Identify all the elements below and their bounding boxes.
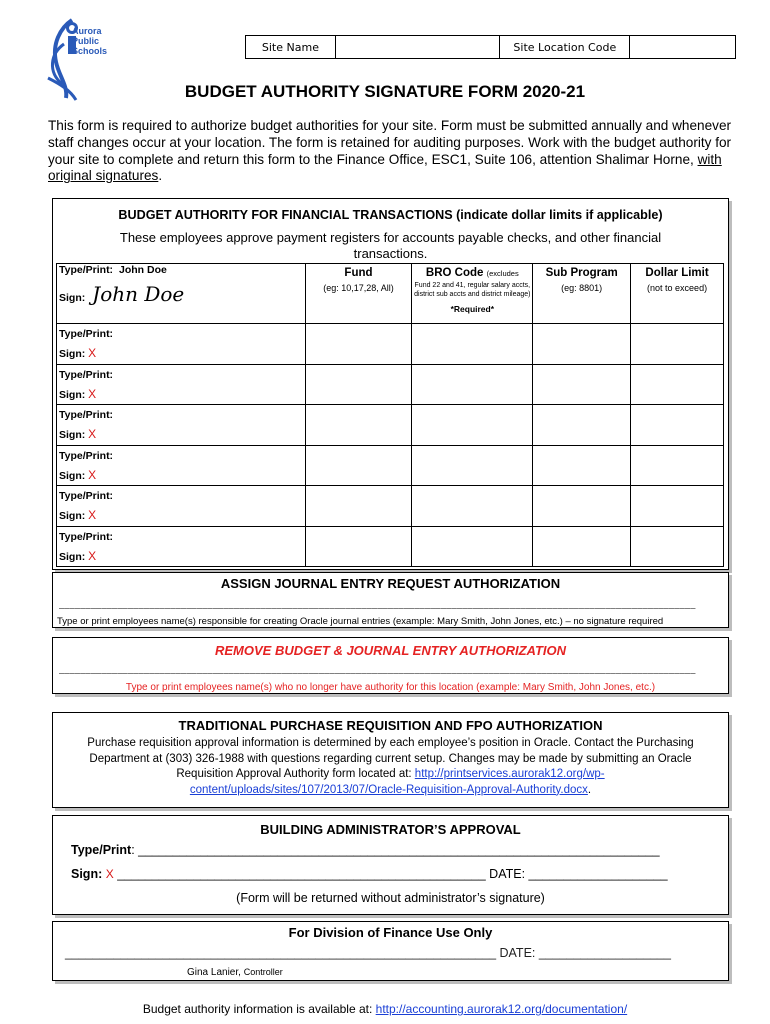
- dollar-limit-cell[interactable]: [631, 445, 724, 486]
- admin-sign-line[interactable]: _____________________________________________________: [113, 867, 486, 881]
- accounting-documentation-link[interactable]: http://accounting.aurorak12.org/documentation/: [375, 1002, 628, 1016]
- footer-text: Budget authority information is available at:: [142, 1002, 376, 1016]
- bro-code-header: [412, 264, 533, 324]
- bro-code-cell[interactable]: [412, 324, 533, 365]
- admin-sign-label: Sign:: [71, 867, 103, 881]
- example-entry: [57, 264, 306, 324]
- dollar-limit-cell[interactable]: [631, 324, 724, 365]
- sub-program-cell[interactable]: [533, 486, 631, 527]
- journal-entry-line[interactable]: ________________________________________________________________________________________________________________________: [59, 599, 696, 609]
- controller-name: [187, 967, 283, 978]
- type-print-label: Type/Print:: [59, 368, 114, 381]
- dollar-limit-cell[interactable]: [631, 405, 724, 446]
- site-location-code-field[interactable]: [630, 36, 736, 59]
- dollar-limit-cell[interactable]: [631, 526, 724, 567]
- sign-label: Sign:: [59, 348, 86, 360]
- journal-entry-section: [52, 572, 729, 628]
- authority-row: [57, 445, 724, 486]
- intro-text: This form is required to authorize budget authorities for your site. Form must be submitted annually and whenever staff changes occur at your location. The form is retained for auditing purposes. Work with the budget authority for your site to complete and return this form to the Finance Office, ESC1, Suite 106, attention Shalimar Horne,: [48, 118, 732, 167]
- authority-row: [57, 364, 724, 405]
- sub-program-header-label: Sub Program: [545, 267, 618, 279]
- admin-sign-row[interactable]: [71, 867, 668, 881]
- finance-section-title: For Division of Finance Use Only: [288, 925, 493, 940]
- remove-entry-line[interactable]: ________________________________________________________________________________________________________________________: [59, 664, 696, 674]
- sub-program-cell[interactable]: [533, 324, 631, 365]
- example-type-label: Type/Print:: [59, 264, 114, 276]
- site-info-table: [245, 35, 736, 59]
- footer: [0, 1002, 770, 1016]
- logo-text-aurora: Aurora: [72, 26, 102, 36]
- fund-header-example: (eg: 10,17,28, All): [323, 283, 394, 293]
- bro-header-note: Fund 22 and 41, regular salary accts, district sub accts and district mileage): [414, 282, 531, 298]
- site-location-code-label: Site Location Code: [500, 36, 630, 59]
- authority-row: [57, 526, 724, 567]
- journal-section-title: ASSIGN JOURNAL ENTRY REQUEST AUTHORIZATION: [220, 576, 561, 591]
- authority-row: [57, 486, 724, 527]
- dollar-limit-header-label: Dollar Limit: [645, 267, 709, 279]
- sign-x-mark: X: [88, 548, 97, 563]
- sub-program-header-example: (eg: 8801): [561, 283, 603, 293]
- sign-x-mark: X: [88, 386, 97, 401]
- sign-x-mark: X: [88, 346, 97, 360]
- bro-code-cell[interactable]: [412, 445, 533, 486]
- dollar-limit-header: [631, 264, 724, 324]
- admin-sign-x-mark: X: [105, 867, 114, 881]
- admin-type-print-label: Type/Print: [71, 843, 132, 857]
- sign-x-mark: X: [88, 508, 97, 522]
- purchase-section-title: TRADITIONAL PURCHASE REQUISITION AND FPO AUTHORIZATION: [178, 718, 603, 733]
- sign-label: Sign:: [59, 469, 86, 482]
- fund-cell[interactable]: [305, 405, 412, 446]
- financial-section-subtitle: These employees approve payment registers for accounts payable checks, and other financial transactions.: [119, 230, 662, 261]
- fund-cell[interactable]: [305, 364, 412, 405]
- bro-code-cell[interactable]: [412, 526, 533, 567]
- requisition-form-link[interactable]: http://printservices.aurorak12.org/wp-content/uploads/sites/107/2013/07/Oracle-Requisition-Approval-Authority.docx: [189, 768, 605, 796]
- logo-text-public: Public: [72, 36, 100, 46]
- admin-type-print-row[interactable]: [71, 843, 660, 857]
- bro-code-cell[interactable]: [412, 486, 533, 527]
- dollar-limit-cell[interactable]: [631, 364, 724, 405]
- bro-code-cell[interactable]: [412, 405, 533, 446]
- journal-section-note: Type or print employees name(s) responsible for creating Oracle journal entries (example: Mary Smith, John Jones, etc.) – no signature required: [57, 616, 664, 627]
- admin-section-title: BUILDING ADMINISTRATOR’S APPROVAL: [260, 822, 521, 837]
- type-print-label: Type/Print:: [59, 530, 114, 543]
- purchase-requisition-section: [52, 712, 729, 808]
- sub-program-header: [533, 264, 631, 324]
- purchase-section-body: [77, 736, 704, 798]
- bro-code-cell[interactable]: [412, 364, 533, 405]
- remove-authorization-section: [52, 637, 729, 694]
- form-title: BUDGET AUTHORITY SIGNATURE FORM 2020-21: [184, 82, 586, 101]
- authority-row: [57, 324, 724, 365]
- authority-table: [56, 263, 724, 567]
- sub-program-cell[interactable]: [533, 526, 631, 567]
- financial-transactions-section: [52, 198, 729, 570]
- employee-entry[interactable]: [57, 526, 306, 567]
- authority-row: [57, 405, 724, 446]
- dollar-limit-header-note: (not to exceed): [647, 283, 708, 293]
- fund-cell[interactable]: [305, 324, 412, 365]
- admin-date-field[interactable]: DATE: ____________________: [485, 867, 668, 881]
- bro-header-label: BRO Code: [425, 267, 484, 279]
- sub-program-cell[interactable]: [533, 445, 631, 486]
- site-name-field[interactable]: [335, 36, 500, 59]
- sign-x-mark: X: [88, 427, 97, 441]
- example-sign-label: Sign:: [59, 292, 86, 304]
- dollar-limit-cell[interactable]: [631, 486, 724, 527]
- intro-end: .: [158, 168, 163, 184]
- employee-entry[interactable]: [57, 364, 306, 405]
- type-print-label: Type/Print:: [59, 328, 114, 340]
- employee-entry[interactable]: [57, 324, 306, 365]
- logo-text-schools: Schools: [72, 46, 108, 56]
- type-print-label: Type/Print:: [59, 409, 114, 421]
- employee-entry[interactable]: [57, 405, 306, 446]
- intro-paragraph: [48, 118, 738, 185]
- fund-header: [305, 264, 412, 324]
- purchase-body-text: Purchase requisition approval information is determined by each employee’s position in Oracle. Contact the Purchasing Department at (303) 326-1988 with questions regarding current setup. Changes may be made by submitting an Oracle Requisition Approval Authority form located at:: [87, 737, 694, 780]
- controller-name-text: Gina Lanier,: [187, 967, 244, 978]
- sign-label: Sign:: [59, 429, 86, 441]
- fund-cell[interactable]: [305, 526, 412, 567]
- controller-role: Controller: [243, 967, 283, 977]
- purchase-body-end: .: [587, 783, 592, 796]
- fund-cell[interactable]: [305, 486, 412, 527]
- sign-label: Sign:: [59, 550, 86, 563]
- example-type-value: John Doe: [118, 264, 167, 276]
- sign-x-mark: X: [88, 467, 97, 482]
- admin-section-note: (Form will be returned without administrator’s signature): [236, 891, 545, 905]
- site-name-label: Site Name: [246, 36, 336, 59]
- sub-program-cell[interactable]: [533, 364, 631, 405]
- fund-cell[interactable]: [305, 445, 412, 486]
- example-signature: John Doe: [92, 282, 185, 306]
- type-print-label: Type/Print:: [59, 449, 114, 462]
- remove-section-note: Type or print employees name(s) who no longer have authority for this location (example: Mary Smith, John Jones, etc.): [125, 682, 656, 693]
- financial-section-title: BUDGET AUTHORITY FOR FINANCIAL TRANSACTIONS (indicate dollar limits if applicable): [118, 208, 663, 222]
- finance-use-only-section: [52, 921, 729, 981]
- remove-section-title: REMOVE BUDGET & JOURNAL ENTRY AUTHORIZATION: [214, 643, 567, 658]
- type-print-label: Type/Print:: [59, 490, 114, 502]
- admin-type-print-line[interactable]: : ___________________________________________________________________________: [131, 843, 660, 857]
- bro-required-note: *Required*: [450, 304, 495, 314]
- employee-entry[interactable]: [57, 486, 306, 527]
- bro-header-small: (excludes: [486, 269, 519, 278]
- sign-label: Sign:: [59, 510, 86, 522]
- intro-underlined: with original signatures: [48, 151, 722, 184]
- sub-program-cell[interactable]: [533, 405, 631, 446]
- fund-header-label: Fund: [344, 267, 373, 279]
- finance-signature-date-line[interactable]: ______________________________________________________________ DATE: ___________________: [65, 946, 671, 960]
- sign-label: Sign:: [59, 388, 86, 401]
- employee-entry[interactable]: [57, 445, 306, 486]
- administrator-approval-section: [52, 815, 729, 915]
